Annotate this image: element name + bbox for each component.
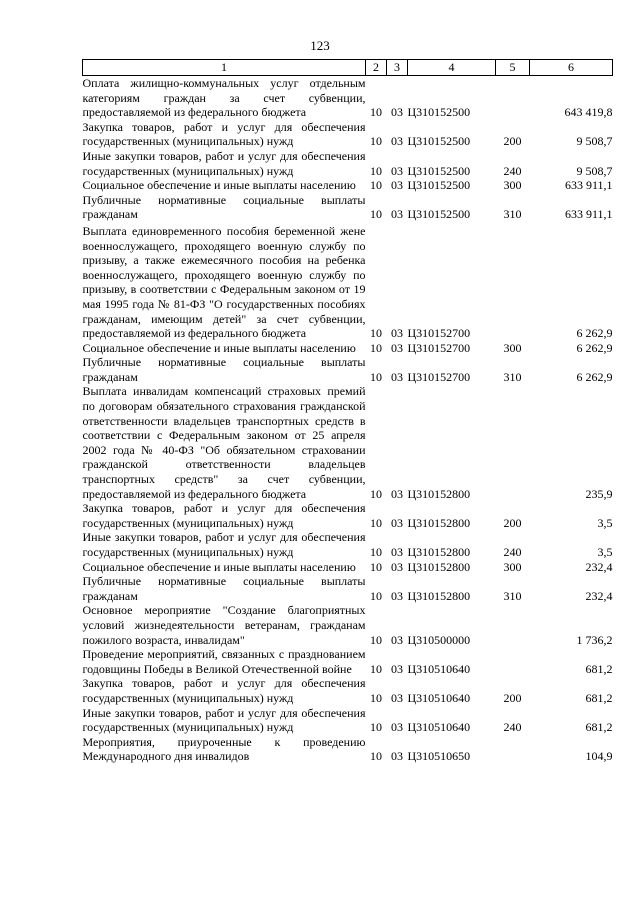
- row-section: 10: [370, 588, 382, 603]
- row-target-code: Ц310152500: [407, 163, 471, 178]
- row-subsection: 03: [391, 632, 403, 647]
- table-row: [83, 530, 613, 559]
- row-subsection: 03: [391, 661, 403, 676]
- row-subsection: 03: [391, 163, 403, 178]
- header-col-expense-type: 5: [496, 60, 530, 76]
- row-section: 10: [370, 690, 382, 705]
- row-expense-type: 310: [503, 588, 522, 603]
- row-name: Закупка товаров, работ и услуг для обеспечения государственных (муниципальных) нужд: [82, 119, 366, 149]
- table-row: [83, 149, 613, 178]
- row-expense-type: 240: [503, 720, 522, 735]
- row-target-code: Ц310510640: [407, 690, 471, 705]
- row-name: Публичные нормативные социальные выплаты гражданам: [82, 574, 366, 603]
- row-section: 10: [370, 207, 382, 222]
- table-row: [83, 676, 613, 705]
- row-amount: 104,9: [585, 749, 613, 764]
- row-target-code: Ц310152500: [407, 178, 471, 193]
- row-section: 10: [370, 545, 382, 559]
- row-section: 10: [370, 178, 382, 193]
- row-target-code: Ц310152800: [407, 588, 471, 603]
- row-subsection: 03: [391, 178, 403, 193]
- row-section: 10: [370, 559, 382, 574]
- row-name: Мероприятия, приуроченные к проведению Международного дня инвалидов: [82, 734, 366, 764]
- table-row: [83, 501, 613, 530]
- row-expense-type: 200: [503, 690, 522, 705]
- header-row: [83, 60, 613, 76]
- row-subsection: 03: [391, 690, 403, 705]
- row-expense-type: 300: [503, 340, 522, 355]
- row-section: 10: [370, 749, 382, 764]
- header-col-section: 2: [366, 60, 387, 76]
- row-amount: 6 262,9: [576, 369, 613, 384]
- row-amount: 232,4: [585, 588, 613, 603]
- row-expense-type: 240: [503, 545, 522, 559]
- table-row: [83, 574, 613, 603]
- header-col-name: 1: [83, 60, 366, 76]
- table-row: [83, 560, 613, 575]
- row-name: Закупка товаров, работ и услуг для обеспечения государственных (муниципальных) нужд: [82, 501, 366, 530]
- row-expense-type: 300: [503, 559, 522, 574]
- row-target-code: Ц310510650: [407, 749, 471, 764]
- row-amount: 235,9: [585, 486, 613, 501]
- table-row: [83, 76, 613, 120]
- row-section: 10: [370, 134, 382, 149]
- row-name: Социальное обеспечение и иные выплаты населению: [82, 340, 356, 355]
- row-amount: 633 911,1: [564, 207, 613, 222]
- row-section: 10: [370, 340, 382, 355]
- table-row: [83, 384, 613, 501]
- row-name: Иные закупки товаров, работ и услуг для обеспечения государственных (муниципальных) нужд: [82, 705, 366, 735]
- row-amount: 9 508,7: [576, 163, 613, 178]
- row-name: Проведение мероприятий, связанных с празднованием годовщины Победы в Великой Отечественной войне: [82, 647, 366, 676]
- row-section: 10: [370, 326, 382, 341]
- table-row: [83, 735, 613, 764]
- row-amount: 3,5: [597, 515, 613, 530]
- table-row: [83, 341, 613, 356]
- row-name: Иные закупки товаров, работ и услуг для обеспечения государственных (муниципальных) нужд: [82, 148, 366, 178]
- budget-table: [82, 59, 613, 764]
- row-name: Социальное обеспечение и иные выплаты населению: [82, 559, 356, 574]
- header-col-amount: 6: [530, 60, 613, 76]
- row-section: 10: [370, 163, 382, 178]
- row-amount: 681,2: [585, 690, 613, 705]
- row-target-code: Ц310152800: [407, 559, 471, 574]
- header-col-subsection: 3: [387, 60, 408, 76]
- table-row: [83, 120, 613, 149]
- row-amount: 1 736,2: [576, 632, 613, 647]
- row-subsection: 03: [391, 369, 403, 384]
- row-subsection: 03: [391, 340, 403, 355]
- row-target-code: Ц310152700: [407, 340, 471, 355]
- row-section: 10: [370, 632, 382, 647]
- table-row: [83, 603, 613, 647]
- row-name: Публичные нормативные социальные выплаты гражданам: [82, 192, 366, 222]
- row-section: 10: [370, 515, 382, 530]
- header-col-target-code: 4: [408, 60, 496, 76]
- row-section: 10: [370, 369, 382, 384]
- row-name: Выплата инвалидам компенсаций страховых премий по договорам обязательного страхования гражданской ответственности владельцев транспортных средств в соответствии с Федеральным законом от 25 апреля 2002 года № 40-ФЗ "Об обязательном страховании гражданской ответственности владельцев транспортных средств" за счет субвенции, предоставляемой из федерального бюджета: [82, 384, 366, 501]
- row-target-code: Ц310152800: [407, 486, 471, 501]
- row-target-code: Ц310152700: [407, 326, 471, 341]
- row-target-code: Ц310510640: [407, 661, 471, 676]
- row-expense-type: [496, 76, 530, 120]
- row-name: Социальное обеспечение и иные выплаты населению: [82, 178, 356, 193]
- row-subsection: 03: [391, 326, 403, 341]
- row-expense-type: [496, 603, 530, 647]
- row-subsection: 03: [391, 207, 403, 222]
- table-row: [83, 193, 613, 222]
- row-subsection: 03: [391, 545, 403, 559]
- row-expense-type: [496, 384, 530, 501]
- row-expense-type: [496, 647, 530, 676]
- table-row: [83, 647, 613, 676]
- row-name: Основное мероприятие "Создание благоприятных условий жизнедеятельности ветеранам, гражданам пожилого возраста, инвалидам": [82, 603, 366, 647]
- row-section: 10: [370, 720, 382, 735]
- row-name: Выплата единовременного пособия беременной жене военнослужащего, проходящего военную службу по призыву, а также ежемесячного пособия на ребенка военнослужащего, проходящего военную службу по призыву, в соответствии с Федеральным законом от 19 мая 1995 года № 81-ФЗ "О государственных пособиях гражданам, имеющим детей" за счет субвенции, предоставляемой из федерального бюджета: [82, 223, 366, 341]
- row-expense-type: 200: [503, 134, 522, 149]
- row-amount: 681,2: [585, 720, 613, 735]
- table-row: [83, 222, 613, 341]
- row-expense-type: 240: [503, 163, 522, 178]
- table-row: [83, 178, 613, 193]
- page-number: 123: [310, 38, 330, 53]
- row-amount: 6 262,9: [576, 326, 613, 341]
- row-expense-type: 310: [503, 369, 522, 384]
- row-expense-type: [496, 735, 530, 764]
- row-subsection: 03: [391, 515, 403, 530]
- row-subsection: 03: [391, 720, 403, 735]
- row-target-code: Ц310152500: [407, 105, 471, 120]
- table-body: [83, 76, 613, 764]
- row-subsection: 03: [391, 559, 403, 574]
- row-section: 10: [370, 661, 382, 676]
- row-name: Закупка товаров, работ и услуг для обеспечения государственных (муниципальных) нужд: [82, 676, 366, 705]
- row-expense-type: 200: [503, 515, 522, 530]
- row-subsection: 03: [391, 588, 403, 603]
- row-amount: 6 262,9: [576, 340, 613, 355]
- row-target-code: Ц310500000: [407, 632, 471, 647]
- row-section: 10: [370, 105, 382, 120]
- table-row: [83, 355, 613, 384]
- row-amount: 232,4: [585, 559, 613, 574]
- row-expense-type: 310: [503, 207, 522, 222]
- row-target-code: Ц310152700: [407, 369, 471, 384]
- row-section: 10: [370, 486, 382, 501]
- row-subsection: 03: [391, 749, 403, 764]
- row-target-code: Ц310152800: [407, 515, 471, 530]
- row-amount: 3,5: [597, 545, 613, 559]
- row-name: Иные закупки товаров, работ и услуг для обеспечения государственных (муниципальных) нужд: [82, 530, 366, 559]
- row-subsection: 03: [391, 486, 403, 501]
- row-name: Оплата жилищно-коммунальных услуг отдельным категориям граждан за счет субвенции, предоставляемой из федерального бюджета: [82, 76, 366, 120]
- row-amount: 643 419,8: [564, 105, 613, 120]
- row-amount: 633 911,1: [564, 178, 613, 193]
- row-amount: 9 508,7: [576, 134, 613, 149]
- row-target-code: Ц310152800: [407, 545, 471, 559]
- row-subsection: 03: [391, 134, 403, 149]
- row-name: Публичные нормативные социальные выплаты гражданам: [82, 355, 366, 384]
- row-target-code: Ц310152500: [407, 207, 471, 222]
- row-expense-type: [496, 222, 530, 341]
- row-amount: 681,2: [585, 661, 613, 676]
- row-subsection: 03: [391, 105, 403, 120]
- table-row: [83, 706, 613, 735]
- row-expense-type: 300: [503, 178, 522, 193]
- row-target-code: Ц310510640: [407, 720, 471, 735]
- row-target-code: Ц310152500: [407, 134, 471, 149]
